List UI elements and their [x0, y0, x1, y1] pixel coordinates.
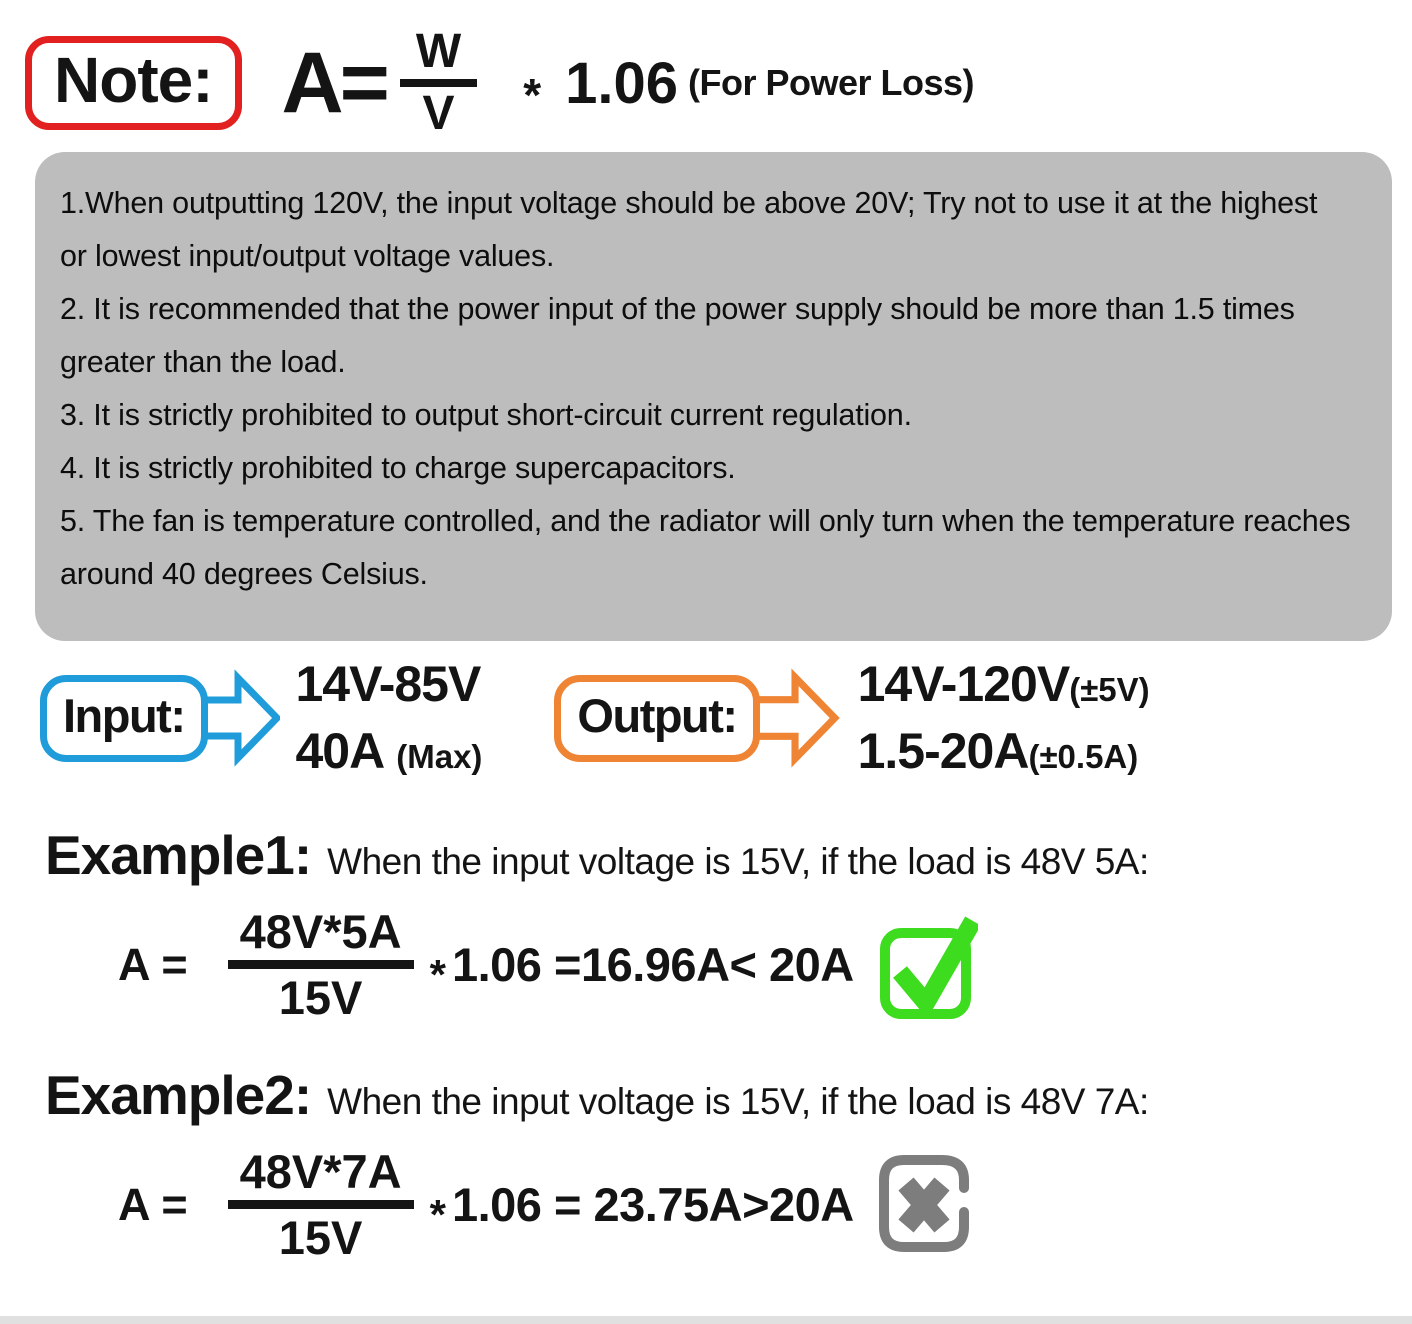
input-voltage: 14V-85V: [295, 656, 481, 712]
output-label-box: [554, 675, 759, 762]
example-2-heading: [45, 1063, 1412, 1127]
example-1-lhs: A =: [118, 938, 188, 990]
fraction-bar: [400, 79, 477, 87]
example-2-result-text: 1.06 = 23.75A>20A: [451, 1178, 854, 1232]
input-current-note: (Max): [396, 738, 483, 775]
io-specs: [40, 657, 1412, 779]
multiply-sign: *: [523, 69, 542, 121]
note-item-2: 2. It is recommended that the power input of the power supply should be more than 1.5 times greater than the load.: [60, 292, 1295, 379]
formula-factor: 1.06: [565, 50, 678, 116]
example-2-lhs: A =: [118, 1178, 188, 1230]
output-voltage-line: [858, 657, 1150, 712]
formula-lhs: A=: [281, 35, 386, 131]
input-values: [296, 657, 483, 779]
fraction-bar: [228, 1200, 414, 1209]
current-formula: [281, 25, 975, 140]
multiply-sign: *: [429, 950, 446, 998]
multiply-sign: *: [429, 1190, 446, 1238]
note-header: [0, 0, 1412, 138]
example-2-description: When the input voltage is 15V, if the load is 48V 7A:: [327, 1080, 1149, 1122]
example-2-formula: [118, 1144, 1412, 1265]
note-item-4: 4. It is strictly prohibited to charge supercapacitors.: [60, 451, 736, 485]
example-1-formula: [118, 907, 1412, 1023]
input-voltage-line: [296, 657, 483, 712]
check-icon: [876, 908, 978, 1022]
output-spec: [554, 657, 1149, 779]
input-current-line: [296, 724, 483, 779]
example-1-heading: [45, 823, 1412, 887]
arrow-right-icon: [746, 665, 842, 771]
output-current: 1.5-20A: [857, 723, 1029, 779]
example-1-numerator: 48V*5A: [239, 905, 402, 958]
note-item-3: 3. It is strictly prohibited to output short-circuit current regulation.: [60, 398, 912, 432]
example-1: [0, 823, 1412, 1023]
notes-panel: [35, 152, 1392, 641]
output-values: [858, 657, 1150, 779]
input-current: 40A: [295, 723, 385, 779]
example-2-fraction: [228, 1144, 414, 1265]
note-badge: [25, 36, 242, 130]
fraction-bar: [228, 960, 414, 969]
bottom-divider: [0, 1316, 1412, 1324]
example-1-description: When the input voltage is 15V, if the load is 48V 5A:: [327, 841, 1149, 882]
example-1-result-text: 1.06 =16.96A< 20A: [451, 938, 854, 992]
example-1-denominator: 15V: [278, 971, 363, 1025]
fraction-denominator: V: [422, 87, 455, 140]
example-2-denominator: 15V: [278, 1211, 363, 1265]
output-voltage: 14V-120V: [857, 656, 1070, 712]
note-label: Note:: [54, 44, 213, 116]
output-label: Output:: [577, 688, 737, 742]
input-label: Input:: [63, 688, 185, 742]
example-1-fraction: [228, 907, 414, 1023]
note-item-1: 1.When outputting 120V, the input voltage should be above 20V; Try not to use it at the highest or lowest input/output voltage values.: [60, 186, 1318, 273]
example-2: [0, 1063, 1412, 1263]
input-label-box: [40, 675, 208, 762]
note-item-5: 5. The fan is temperature controlled, and the radiator will only turn when the temperature reaches around 40 degrees Celsius.: [60, 504, 1351, 591]
output-current-line: [858, 724, 1150, 779]
example-1-title: Example1:: [45, 824, 312, 886]
formula-suffix: (For Power Loss): [687, 62, 975, 103]
output-current-tolerance: (±0.5A): [1028, 738, 1139, 775]
output-voltage-tolerance: (±5V): [1069, 671, 1150, 708]
input-spec: [40, 657, 482, 779]
example-2-numerator: 48V*7A: [239, 1144, 402, 1198]
x-icon: [876, 1150, 976, 1260]
formula-fraction: [400, 25, 477, 140]
fraction-numerator: W: [415, 25, 462, 78]
example-2-title: Example2:: [45, 1063, 312, 1126]
